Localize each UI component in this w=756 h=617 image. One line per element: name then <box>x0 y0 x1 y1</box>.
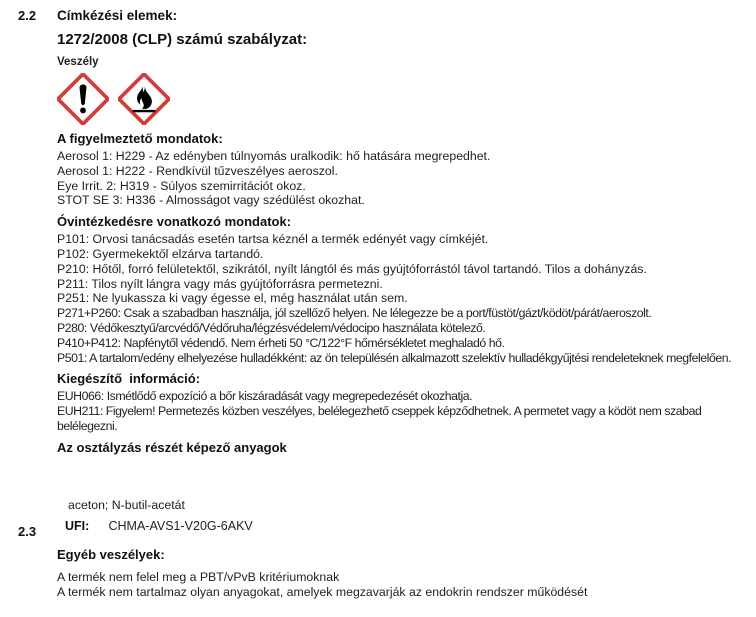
hazard-statement: Aerosol 1: H222 - Rendkívül tűzveszélyes aeroszol. <box>57 163 338 178</box>
precautionary-statement: P501: A tartalom/edény elhelyezése hulladékként: az ön településén alkalmazott szelektív hulladékgyűjtési rendeleteknek megfelelően. <box>57 350 732 365</box>
hazard-statement: STOT SE 3: H336 - Almosságot vagy szédülést okozhat. <box>57 193 365 208</box>
precautionary-statement: P410+P412: Napfénytől védendő. Nem érheti 50 °C/122°F hőmérsékletet meghaladó hő. <box>57 335 505 350</box>
other-hazard-statement: A termék nem tartalmaz olyan anyagokat, amelyek megzavarják az endokrin rendszer működését <box>57 584 588 599</box>
hazard-statement: Aerosol 1: H229 - Az edényben túlnyomás uralkodik: hő hatására megrepedhet. <box>57 149 491 163</box>
classification-substances: aceton; N-butil-acetát <box>68 497 185 512</box>
other-hazard-statement: A termék nem felel meg a PBT/vPvB kritériumoknak <box>57 569 340 584</box>
precautionary-statement: P210: Hőtől, forró felületektől, szikrától, nyílt lángtól és más gyújtóforrástól távol tartandó. Tilos a dohányzás. <box>57 261 647 276</box>
section-2-3-title: Egyéb veszélyek: <box>57 546 165 562</box>
section-number-2-3: 2.3 <box>18 524 37 539</box>
spacer <box>57 458 756 488</box>
hazard-statement: Eye Irrit. 2: H319 - Súlyos szemirritációt okoz. <box>57 178 306 193</box>
supplemental-info-heading: Kiegészítő információ: <box>57 371 201 387</box>
clp-regulation-heading: 1272/2008 (CLP) számú szabályzat: <box>57 31 308 48</box>
precautionary-statement: P280: Védőkesztyű/arcvédő/Védőruha/légzésvédelem/védocipo használata kötelező. <box>57 320 486 335</box>
euh-statement: EUH066: Ismétlődő expozíció a bőr kiszáradását vagy megrepedezését okozhatja. <box>57 389 473 404</box>
precautionary-statement: P251: Ne lyukassza ki vagy égesse el, még használat után sem. <box>57 291 408 306</box>
ufi-label: UFI: <box>65 518 90 533</box>
signal-word: Veszély <box>57 56 99 68</box>
precautionary-statement: P271+P260: Csak a szabadban használja, jól szellőző helyen. Ne lélegezze be a port/füstöt/gázt/ködöt/párát/aeroszolt. <box>57 306 652 321</box>
classification-substances-heading: Az osztályzás részét képező anyagok <box>57 439 287 455</box>
section-number-2-2: 2.2 <box>18 8 37 23</box>
ufi-row <box>65 519 756 533</box>
precautionary-statement: P102: Gyermekektől elzárva tartandó. <box>57 246 264 261</box>
section-2-3-content <box>57 547 756 600</box>
ghs02-flame-icon <box>118 73 170 125</box>
euh-statement: EUH211: Figyelem! Permetezés közben veszélyes, belélegezhető cseppek képződhetnek. A permetet vagy a ködöt nem szabad belélegezni. <box>57 404 702 433</box>
precautionary-statement: P101: Orvosi tanácsadás esetén tartsa kéznél a termék edényét vagy címkéjét. <box>57 232 489 247</box>
ghs07-exclamation-icon <box>57 73 109 125</box>
section-2-2-content <box>57 0 756 533</box>
precautionary-statements-heading: Óvintézkedésre vonatkozó mondatok: <box>57 214 292 230</box>
other-hazards-statements <box>57 570 756 600</box>
ufi-value: CHMA-AVS1-V20G-6AKV <box>108 518 253 533</box>
hazard-statements-heading: A figyelmeztető mondatok: <box>57 131 223 146</box>
precautionary-statement: P211: Tilos nyílt lángra vagy más gyújtóforrásra permetezni. <box>57 276 383 291</box>
section-2-2-title: Címkézési elemek: <box>57 8 178 23</box>
ghs-pictograms <box>57 73 756 125</box>
